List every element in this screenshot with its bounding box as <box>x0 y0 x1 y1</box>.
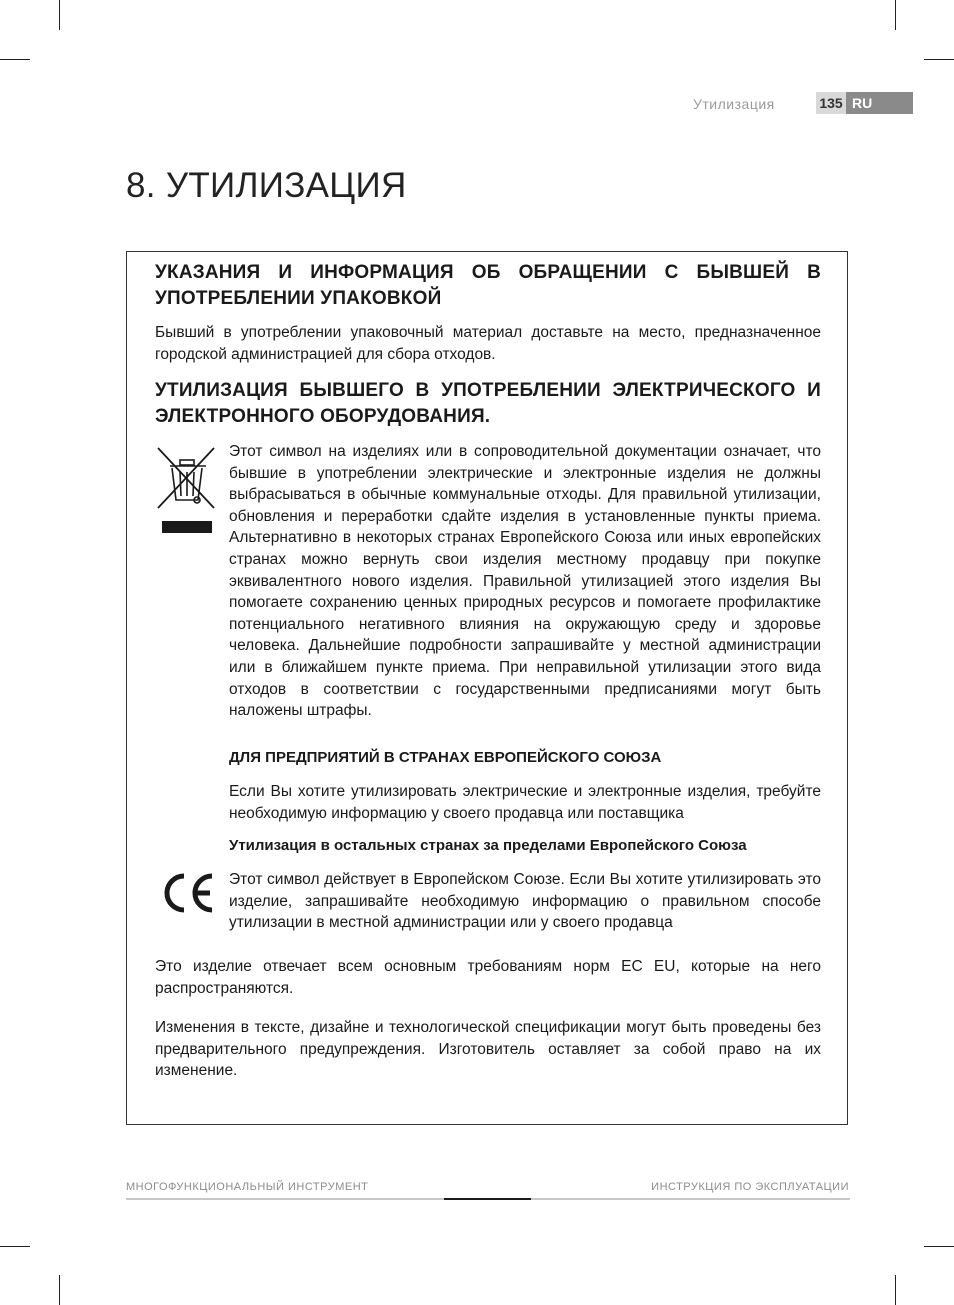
non-eu-heading: Утилизация в остальных странах за пределами Европейского Союза <box>229 837 747 854</box>
page-tag <box>816 92 913 114</box>
crop-mark <box>924 59 954 60</box>
footer-rule <box>126 1198 444 1200</box>
crossed-bin-icon <box>156 444 216 536</box>
non-eu-text: Этот символ действует в Европейском Союзе. Если Вы хотите утилизировать это изделие, запрашивайте необходимую информацию о правильном способе утилизации в местной администрации или у своего продавца <box>229 871 821 932</box>
ce-mark-icon <box>160 872 216 914</box>
running-header: Утилизация <box>693 96 775 112</box>
weee-text: Этот символ на изделиях или в сопроводительной документации означает, что бывшие в употреблении электрические и электронные изделия не должны выбрасываться в обычные коммунальные отходы. Для правильной утилизации, обновления и переработки сдайте изделия в установленные пункты приема. Альтернативно в некоторых странах Европейского Союза или иных европейских странах можно вернуть свои изделия местному продавцу при покупке эквивалентного нового изделия. Правильной утилизацией этого изделия Вы помогаете сохранению ценных природных ресурсов и помогаете профилактике потенциального негативного влияния на окружающую среду и здоровье человека. Дальнейшие подробности запрашивайте у местной администрации или в ближайшем пункте приема. При неправильной утилизации этого вида отходов в соответствии с государственными предписаниями могут быть наложены штрафы. <box>229 443 821 720</box>
compliance-text: Это изделие отвечает всем основным требованиям норм EC EU, которые на него распространяются. <box>155 958 821 997</box>
footer-rule <box>531 1198 850 1200</box>
changes-text: Изменения в тексте, дизайне и технологической спецификации могут быть проведены без предварительного предупреждения. Изготовитель оставляет за собой право на их изменение. <box>155 1019 821 1080</box>
eu-business-text: Если Вы хотите утилизировать электрические и электронные изделия, требуйте необходимую информацию у своего продавца или поставщика <box>229 783 821 822</box>
crop-mark <box>0 1246 30 1247</box>
crop-mark <box>59 1275 60 1305</box>
crop-mark <box>924 1246 954 1247</box>
weee-heading: УТИЛИЗАЦИЯ БЫВШЕГО В УПОТРЕБЛЕНИИ ЭЛЕКТРИЧЕСКОГО И ЭЛЕКТРОННОГО ОБОРУДОВАНИЯ. <box>155 380 821 427</box>
crop-mark <box>895 1275 896 1305</box>
crop-mark <box>0 59 30 60</box>
packaging-heading: УКАЗАНИЯ И ИНФОРМАЦИЯ ОБ ОБРАЩЕНИИ С БЫВШЕЙ В УПОТРЕБЛЕНИИ УПАКОВКОЙ <box>155 262 821 309</box>
language-code: RU <box>846 92 913 114</box>
footer-rule-accent <box>444 1198 531 1200</box>
page-number: 135 <box>816 92 846 114</box>
page-title: 8. УТИЛИЗАЦИЯ <box>126 166 407 205</box>
packaging-text: Бывший в употреблении упаковочный материал доставьте на место, предназначенное городской администрацией для сбора отходов. <box>155 324 821 363</box>
crop-mark <box>59 0 60 30</box>
crop-mark <box>895 0 896 30</box>
eu-business-heading: ДЛЯ ПРЕДПРИЯТИЙ В СТРАНАХ ЕВРОПЕЙСКОГО СОЮЗА <box>229 749 662 766</box>
footer-document-type: ИНСТРУКЦИЯ ПО ЭКСПЛУАТАЦИИ <box>651 1181 849 1193</box>
footer-product-name: МНОГОФУНКЦИОНАЛЬНЫЙ ИНСТРУМЕНТ <box>126 1181 369 1193</box>
